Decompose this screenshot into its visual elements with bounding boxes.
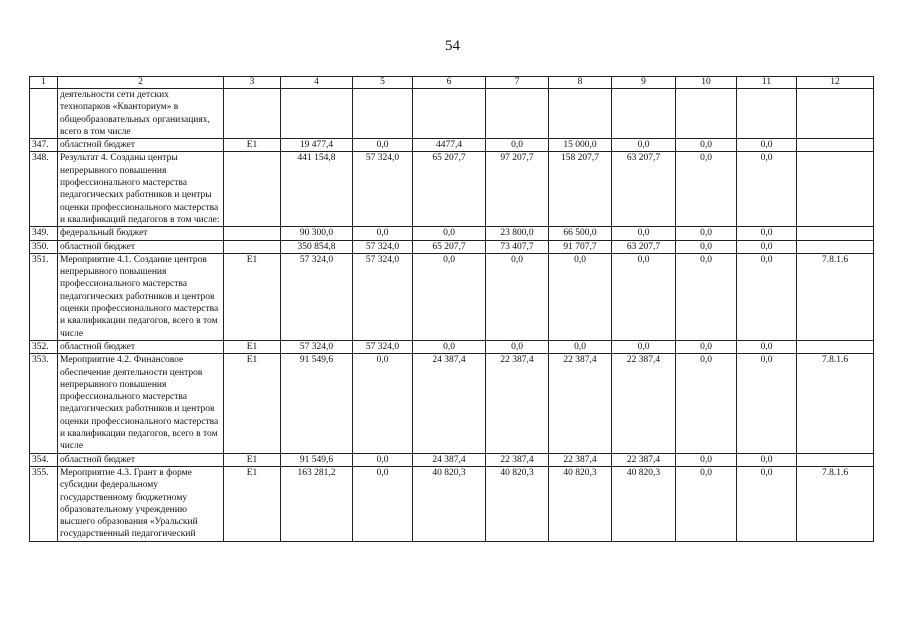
column-header-10: 10 (676, 77, 737, 89)
value-col-4: 350 854,8 (281, 240, 353, 253)
row-number: 347. (30, 139, 58, 152)
value-col-4: 57 324,0 (281, 253, 353, 340)
value-col-11 (737, 89, 797, 139)
value-col-11: 0,0 (737, 139, 797, 152)
budget-table (29, 76, 874, 542)
row-reference (797, 340, 874, 353)
table-row (30, 152, 874, 227)
value-col-5: 57 324,0 (353, 152, 413, 227)
value-col-6: 24 387,4 (413, 354, 486, 453)
table-row (30, 227, 874, 240)
column-header-4: 4 (281, 77, 353, 89)
row-number: 351. (30, 253, 58, 340)
table-row (30, 453, 874, 466)
column-header-8: 8 (549, 77, 612, 89)
value-col-11: 0,0 (737, 340, 797, 353)
table-row (30, 139, 874, 152)
row-reference (797, 139, 874, 152)
column-header-12: 12 (797, 77, 874, 89)
value-col-7: 0,0 (486, 253, 549, 340)
row-number: 354. (30, 453, 58, 466)
value-col-5: 57 324,0 (353, 253, 413, 340)
column-header-7: 7 (486, 77, 549, 89)
value-col-6: 40 820,3 (413, 466, 486, 541)
value-col-4: 163 281,2 (281, 466, 353, 541)
value-col-9: 40 820,3 (612, 466, 676, 541)
value-col-6: 24 387,4 (413, 453, 486, 466)
row-number (30, 89, 58, 139)
value-col-9 (612, 89, 676, 139)
column-header-9: 9 (612, 77, 676, 89)
value-col-4: 441 154,8 (281, 152, 353, 227)
value-col-9: 0,0 (612, 340, 676, 353)
row-description: Мероприятие 4.3. Грант в форме субсидии федеральному государственному бюджетному образовательному учреждению высшего образования «Уральский государственный педагогический (58, 466, 224, 541)
row-number: 352. (30, 340, 58, 353)
value-col-8: 22 387,4 (549, 354, 612, 453)
row-number: 350. (30, 240, 58, 253)
value-col-7: 40 820,3 (486, 466, 549, 541)
value-col-7 (486, 89, 549, 139)
row-description: областной бюджет (58, 139, 224, 152)
row-description: федеральный бюджет (58, 227, 224, 240)
value-col-10: 0,0 (676, 466, 737, 541)
value-col-6: 0,0 (413, 340, 486, 353)
value-col-11: 0,0 (737, 240, 797, 253)
value-col-9: 63 207,7 (612, 240, 676, 253)
value-col-4: 57 324,0 (281, 340, 353, 353)
column-header-3: 3 (224, 77, 281, 89)
value-col-10: 0,0 (676, 139, 737, 152)
value-col-8: 0,0 (549, 340, 612, 353)
row-code: Е1 (224, 139, 281, 152)
page-number: 54 (445, 38, 460, 54)
value-col-6: 65 207,7 (413, 240, 486, 253)
value-col-4: 91 549,6 (281, 354, 353, 453)
row-reference (797, 152, 874, 227)
value-col-9: 0,0 (612, 227, 676, 240)
value-col-10: 0,0 (676, 227, 737, 240)
value-col-11: 0,0 (737, 453, 797, 466)
value-col-5: 0,0 (353, 139, 413, 152)
value-col-8: 22 387,4 (549, 453, 612, 466)
row-code (224, 152, 281, 227)
row-description: деятельности сети детских технопарков «Кванториум» в общеобразовательных организациях, всего в том числе (58, 89, 224, 139)
table-row (30, 340, 874, 353)
table-row (30, 89, 874, 139)
value-col-4: 90 300,0 (281, 227, 353, 240)
value-col-5 (353, 89, 413, 139)
value-col-6: 0,0 (413, 227, 486, 240)
value-col-7: 0,0 (486, 340, 549, 353)
value-col-6 (413, 89, 486, 139)
value-col-4: 19 477,4 (281, 139, 353, 152)
value-col-9: 22 387,4 (612, 354, 676, 453)
row-reference (797, 240, 874, 253)
column-header-5: 5 (353, 77, 413, 89)
table-row (30, 354, 874, 453)
table-body (30, 89, 874, 542)
row-code (224, 227, 281, 240)
value-col-11: 0,0 (737, 152, 797, 227)
row-description: Результат 4. Созданы центры непрерывного повышения профессионального мастерства педагогических работников и центры оценки профессионального мастерства и квалификаций педагогов в том числе: (58, 152, 224, 227)
value-col-6: 4477,4 (413, 139, 486, 152)
value-col-6: 0,0 (413, 253, 486, 340)
value-col-8: 91 707,7 (549, 240, 612, 253)
value-col-5: 0,0 (353, 453, 413, 466)
value-col-8: 66 500,0 (549, 227, 612, 240)
value-col-4: 91 549,6 (281, 453, 353, 466)
value-col-7: 97 207,7 (486, 152, 549, 227)
value-col-10: 0,0 (676, 340, 737, 353)
value-col-11: 0,0 (737, 227, 797, 240)
value-col-7: 73 407,7 (486, 240, 549, 253)
value-col-9: 0,0 (612, 139, 676, 152)
row-number: 349. (30, 227, 58, 240)
row-reference: 7.8.1.6 (797, 253, 874, 340)
table-row (30, 466, 874, 541)
value-col-7: 22 387,4 (486, 453, 549, 466)
table-row (30, 253, 874, 340)
value-col-11: 0,0 (737, 466, 797, 541)
column-header-6: 6 (413, 77, 486, 89)
row-reference (797, 227, 874, 240)
value-col-11: 0,0 (737, 354, 797, 453)
value-col-5: 0,0 (353, 354, 413, 453)
value-col-10: 0,0 (676, 354, 737, 453)
value-col-5: 0,0 (353, 466, 413, 541)
row-reference (797, 89, 874, 139)
value-col-6: 65 207,7 (413, 152, 486, 227)
value-col-5: 57 324,0 (353, 340, 413, 353)
column-header-11: 11 (737, 77, 797, 89)
value-col-7: 22 387,4 (486, 354, 549, 453)
value-col-9: 0,0 (612, 253, 676, 340)
row-code (224, 240, 281, 253)
value-col-11: 0,0 (737, 253, 797, 340)
row-code: Е1 (224, 253, 281, 340)
value-col-8: 158 207,7 (549, 152, 612, 227)
value-col-8 (549, 89, 612, 139)
row-description: Мероприятие 4.2. Финансовое обеспечение деятельности центров непрерывного повышения профессионального мастерства педагогических работников и центров оценки профессионального мастерства и квалификации педагогов, всего в том числе (58, 354, 224, 453)
value-col-9: 63 207,7 (612, 152, 676, 227)
value-col-7: 0,0 (486, 139, 549, 152)
value-col-5: 0,0 (353, 227, 413, 240)
value-col-7: 23 800,0 (486, 227, 549, 240)
value-col-10: 0,0 (676, 253, 737, 340)
value-col-10: 0,0 (676, 453, 737, 466)
value-col-8: 40 820,3 (549, 466, 612, 541)
table-row (30, 240, 874, 253)
row-reference: 7.8.1.6 (797, 466, 874, 541)
row-description: областной бюджет (58, 340, 224, 353)
row-code (224, 89, 281, 139)
value-col-8: 15 000,0 (549, 139, 612, 152)
column-header-1: 1 (30, 77, 58, 89)
row-description: областной бюджет (58, 453, 224, 466)
column-header-2: 2 (58, 77, 224, 89)
table-header (30, 77, 874, 89)
row-description: областной бюджет (58, 240, 224, 253)
value-col-9: 22 387,4 (612, 453, 676, 466)
row-code: Е1 (224, 340, 281, 353)
value-col-5: 57 324,0 (353, 240, 413, 253)
value-col-10: 0,0 (676, 240, 737, 253)
row-code: Е1 (224, 354, 281, 453)
value-col-10 (676, 89, 737, 139)
row-description: Мероприятие 4.1. Создание центров непрерывного повышения профессионального мастерства педагогических работников и центров оценки профессионального мастерства и квалификации педагогов, всего в том числе (58, 253, 224, 340)
value-col-8: 0,0 (549, 253, 612, 340)
row-reference: 7.8.1.6 (797, 354, 874, 453)
value-col-10: 0,0 (676, 152, 737, 227)
row-number: 353. (30, 354, 58, 453)
row-code: Е1 (224, 453, 281, 466)
row-code: Е1 (224, 466, 281, 541)
value-col-4 (281, 89, 353, 139)
row-reference (797, 453, 874, 466)
row-number: 348. (30, 152, 58, 227)
row-number: 355. (30, 466, 58, 541)
